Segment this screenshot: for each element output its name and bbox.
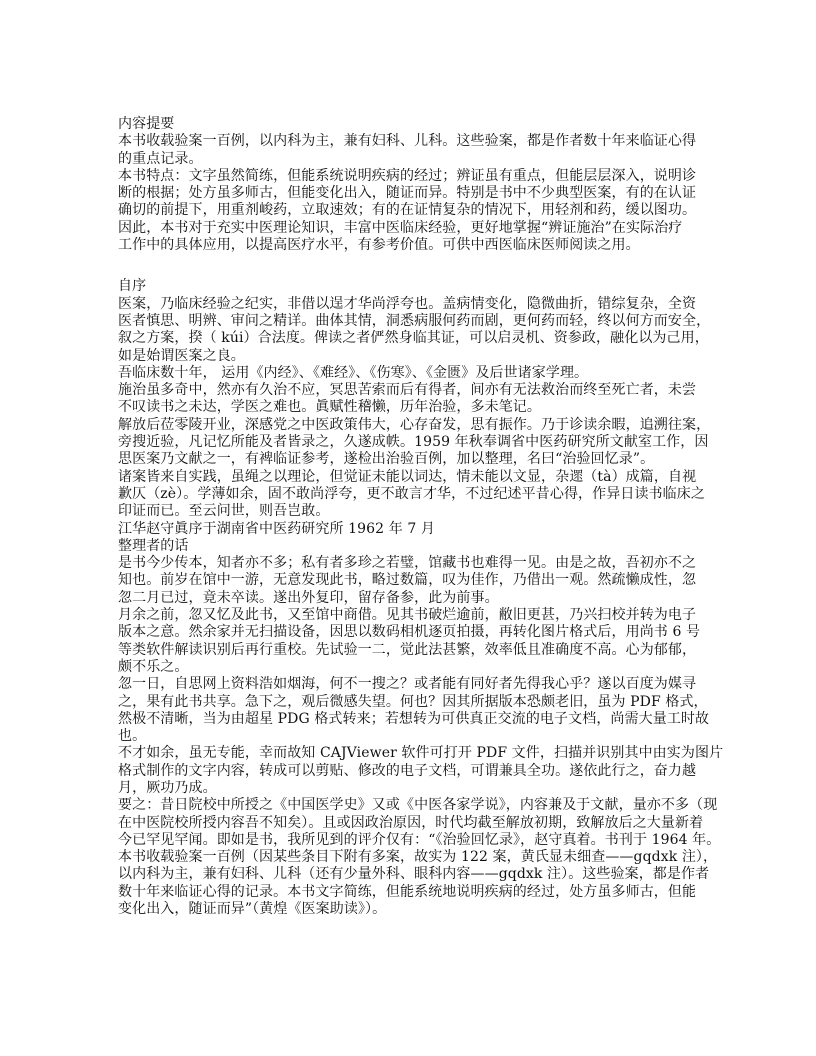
text-line: 是书今少传本，知者亦不多；私有者多珍之若璧，馆藏书也难得一见。由是之故，吾初亦不之 [118,555,697,572]
text-line: 歉仄（zè）。学薄如余，固不敢尚浮夸，更不敢言才华，不过纪述平昔心得，作异日读书临床之 [118,485,705,502]
text-line: 工作中的具体应用，以提高医疗水平，有参考价值。可供中西医临床医师阅读之用。 [118,237,640,254]
text-line: 版本之意。然余家并无扫描设备，因思以数码相机逐页拍摄，再转化图片格式后，用尚书 6 号 [118,624,701,641]
text-line: 数十年来临证心得的记录。本书文字简练，但能系统地说明疾病的经过，处方虽多师古，但能 [118,883,697,900]
paragraph [118,469,718,521]
paragraph [118,168,718,254]
text-line: 本书收载验案一百例（因某些条目下附有多案，故实为 122 案，黄氏显未细查——gqdxk 注）， [118,849,718,866]
paragraph [118,417,718,469]
paragraph [118,133,718,168]
text-line: 今已罕见罕闻。即如是书，我所见到的评介仅有：“《治验回忆录》，赵守真着。书刊于 1964 年。 [118,831,721,848]
text-line: 如是始谓医案之良。 [118,347,245,364]
text-line: 断的根据；处方虽多师古，但能变化出入，随证而异。特别是书中不少典型医案，有的在认证 [118,185,697,202]
paragraph [118,745,724,797]
text-line: 知也。前岁在馆中一游，无意发现此书，略过数篇，叹为佳作，乃借出一观。然疏懒成性，忽 [118,572,697,589]
document-body [118,116,724,918]
text-line: 在中医院校所授内容吾不知矣）。且或因政治原因，时代均截至解放初期，致解放后之大量新着 [118,814,704,831]
text-line: 月，厥功乃成。 [118,779,217,796]
text-line: 施治虽多奇中，然亦有久治不应，冥思苦索而后有得者，间亦有无法救治而终至死亡者，未尝 [118,382,697,399]
paragraph [118,607,718,676]
text-line: 的重点记录。 [118,150,203,167]
text-line: 诸案皆来自实践，虽绳之以理论，但觉证未能以词达，情未能以文显，杂遝（tà）成篇，自视 [118,468,697,485]
text-line: 忽二月已过，竟未卒读。遂出外复印，留存备参，此为前事。 [118,589,499,606]
paragraph [118,676,718,745]
paragraph [118,797,721,918]
paragraph [118,365,718,382]
section-heading [118,278,718,295]
paragraph [118,521,718,538]
text-line: 也。 [118,728,147,745]
text-line: 忽一日，自思网上资料浩如烟海，何不一搜之？或者能有同好者先得我心乎？遂以百度为媒寻 [118,676,697,693]
text-line: 确切的前提下，用重剂峻药，立取速效；有的在证情复杂的情况下，用轻剂和药，缓以图功。 [118,202,697,219]
paragraph [118,555,718,607]
text-line: 然极不清晰，当为由超星 PDG 格式转来；若想转为可供真正交流的电子文档，尚需大量工时故 [118,710,710,727]
text-line: 叙之方案，揆（ kúi）合法度。俾读之者俨然身临其证，可以启灵机、资参政，融化以为己用， [118,330,709,347]
text-line: 等类软件解读识别后再行重校。先试验一二，觉此法甚繁，效率低且准确度不高。心为郁郁， [118,641,697,658]
text-line: 医者慎思、明辨、审问之精详。曲体其情，洞悉病服何药而剧，更何药而轻，终以何方而安全， [118,312,711,329]
text-line: 月余之前，忽又忆及此书，又至馆中商借。见其书破烂逾前，敝旧更甚，乃兴扫校并转为电子 [118,607,697,624]
text-line: 之，果有此书共享。急下之，观后微感失望。何也？因其所据版本恐颇老旧，虽为 PDF 格式， [118,693,708,710]
blank-spacer [118,254,718,278]
text-line: 解放后莅零陵开业，深感党之中医政策伟大，心存奋发，思有振作。乃于诊读余暇，追溯往案， [118,416,711,433]
text-line: 印证而已。至云问世，则吾岂敢。 [118,503,330,520]
heading-text: 自序 [118,278,147,295]
text-line: 以内科为主，兼有妇科、儿科（还有少量外科、眼科内容——gqdxk 注）。这些验案，都是作者 [118,866,710,883]
heading-text: 内容提要 [118,116,175,132]
text-line: 要之：昔日院校中所授之《中国医学史》又或《中医各家学说》，内容兼及于文献，量亦不多（现 [118,797,718,814]
text-line: 格式制作的文字内容，转成可以剪贴、修改的电子文档，可谓兼具全功。遂依此行之，奋力越 [118,762,697,779]
section-heading [118,116,718,133]
text-line: 不叹读书之未达，学医之难也。眞赋性稽懒，历年治验，多未笔记。 [118,399,541,416]
paragraph [118,296,718,365]
heading-text: 整理者的话 [118,537,189,554]
text-line: 变化出入，随证而异”（黄煌《医案助读》）。 [118,901,387,918]
text-line: 江华赵守眞序于湖南省中医药研究所 1962 年 7 月 [118,520,436,537]
text-line: 旁搜近验，凡记忆所能及者皆录之，久遂成帙。1959 年秋奉调省中医药研究所文献室工作，因 [118,434,709,451]
text-line: 本书收载验案一百例，以内科为主，兼有妇科、儿科。这些验案，都是作者数十年来临证心得 [118,133,697,150]
text-line: 不才如余，虽无专能，幸而故知 CAJViewer 软件可打开 PDF 文件，扫描并识别其中由实为图片 [118,745,724,762]
section-heading [118,538,718,555]
text-line: 思医案乃文献之一，有裨临证参考，遂检出治验百例，加以整理，名曰“治验回忆录”。 [118,451,655,468]
text-line: 因此，本书对于充实中医理论知识，丰富中医临床经验，更好地掌握“辨证施治”在实际治疗 [118,219,683,236]
text-line: 颇不乐之。 [118,658,189,675]
paragraph [118,382,718,417]
text-line: 医案，乃临床经验之纪实，非借以逞才华尚浮夸也。盖病情变化，隐微曲折，错综复杂，全资 [118,295,697,312]
text-line: 吾临床数十年， 运用《内经》、《难经》、《伤寒》、《金匮》及后世诸家学理。 [118,364,589,381]
text-line: 本书特点：文字虽然简练，但能系统说明疾病的经过；辨证虽有重点，但能层层深入，说明诊 [118,167,697,184]
